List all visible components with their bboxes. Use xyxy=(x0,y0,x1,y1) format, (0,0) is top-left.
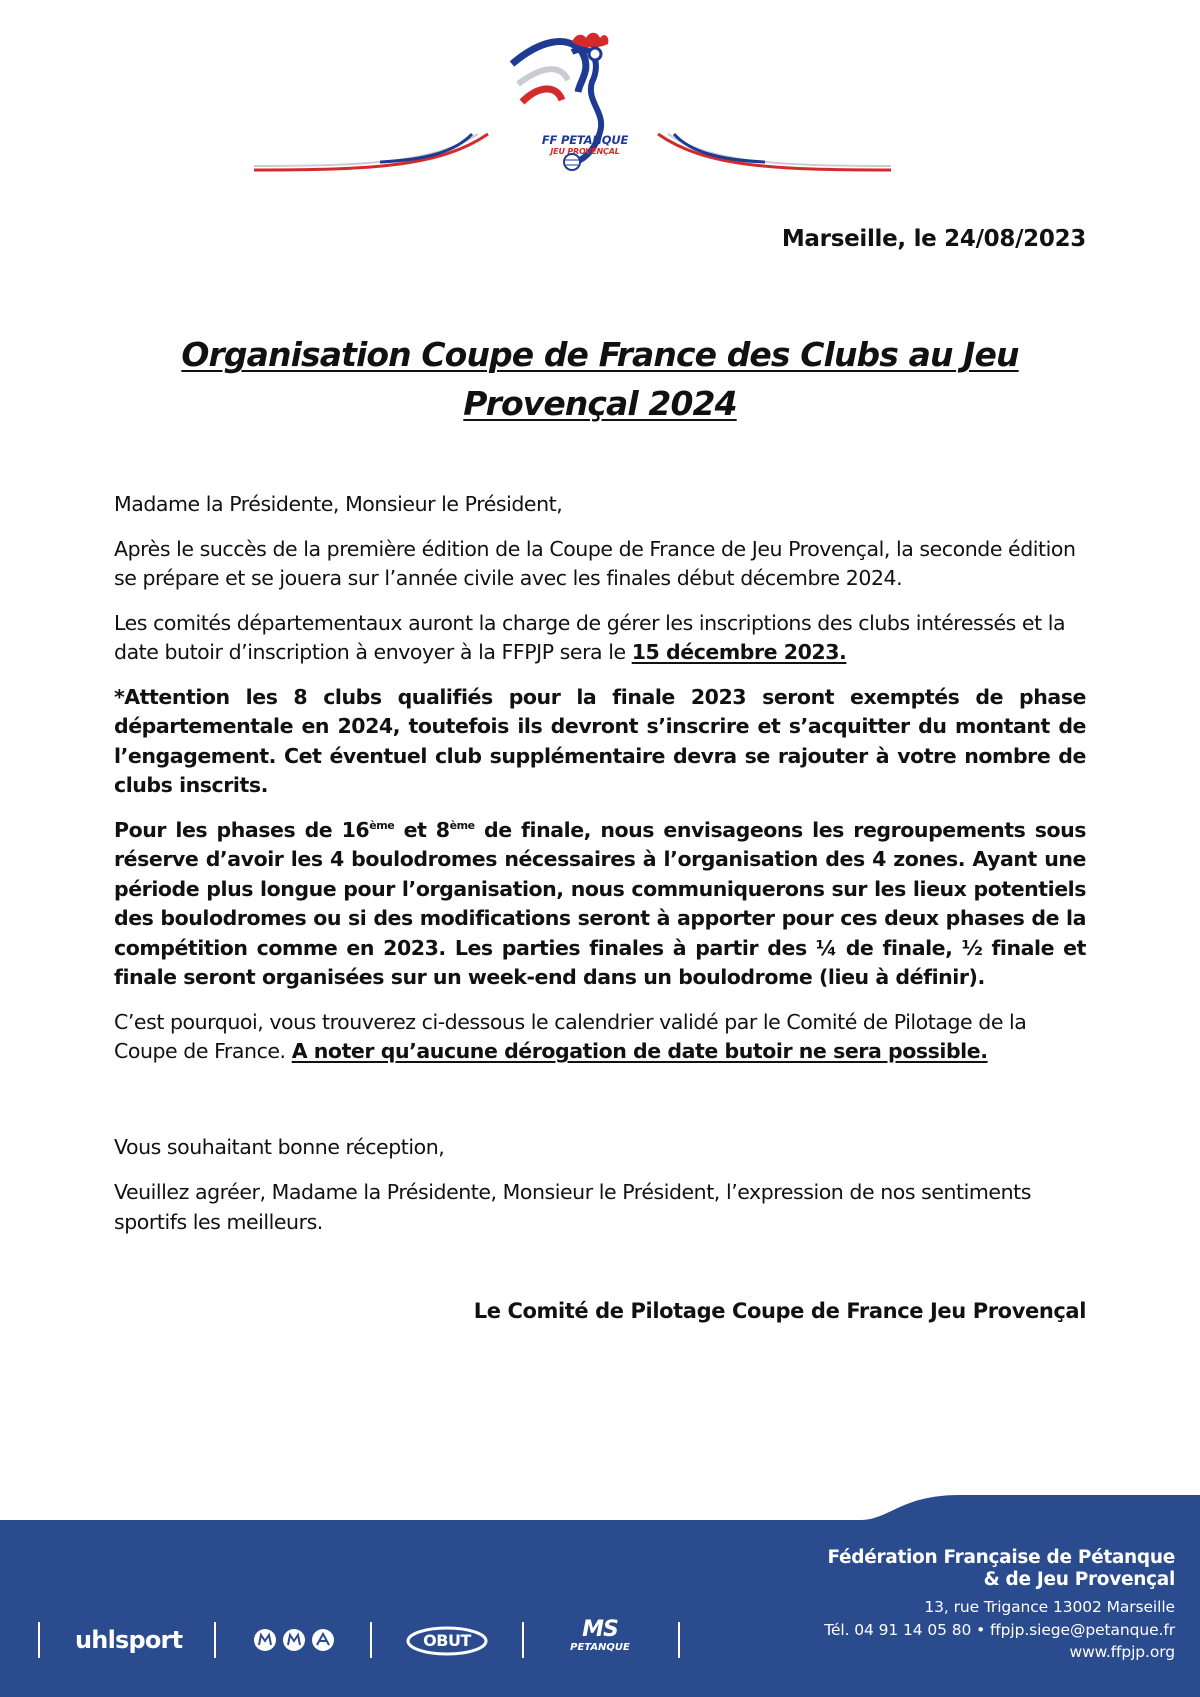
federation-address: 13, rue Trigance 13002 Marseille xyxy=(924,1598,1175,1616)
ms-label: PETANQUE xyxy=(570,1642,630,1653)
calendar-notice: A noter qu’aucune dérogation de date butoir ne sera possible. xyxy=(291,1039,988,1063)
rooster-logo-icon xyxy=(250,22,895,182)
bullet-separator-icon: • xyxy=(976,1620,986,1639)
paragraph-attention: *Attention les 8 clubs qualifiés pour la finale 2023 seront exemptés de phase départementale en 2024, toutefois ils devront s’inscrire et s’acquitter du montant de l’engagement. Cet éventuel club supplémentaire devra se rajouter à votre nombre de clubs inscrits. xyxy=(114,684,1086,797)
letter-date: Marseille, le 24/08/2023 xyxy=(781,226,1086,252)
signature: Le Comité de Pilotage Coupe de France Jeu Provençal xyxy=(473,1299,1086,1323)
sponsor-divider xyxy=(678,1622,680,1658)
sponsor-divider xyxy=(38,1622,40,1658)
ms-logo: MS xyxy=(582,1617,618,1642)
federation-name xyxy=(827,1547,1175,1591)
phases-sup-2: ème xyxy=(449,818,475,832)
sponsor-uhlsport: uhlsport xyxy=(75,1626,183,1654)
sponsor-divider xyxy=(214,1622,216,1658)
sponsor-divider xyxy=(522,1622,524,1658)
federation-website[interactable]: www.ffpjp.org xyxy=(1069,1643,1175,1661)
federation-contact xyxy=(824,1596,1175,1664)
paragraph-phases xyxy=(114,816,1086,993)
federation-name-line2: & de Jeu Provençal xyxy=(983,1569,1175,1590)
federation-phone: Tél. 04 91 14 05 80 xyxy=(824,1620,972,1639)
sponsor-ms-petanque xyxy=(560,1617,640,1653)
phases-text-a: Pour les phases de 16 xyxy=(114,817,370,842)
logo-line-ff-petanque: FF PETANQUE xyxy=(541,133,629,147)
phases-text-b: et 8 xyxy=(394,817,450,842)
obut-label: OBUT xyxy=(423,1631,471,1650)
phases-text-c: de finale, nous envisageons les regroupements sous réserve d’avoir les 4 boulodromes nécessaires à l’organisation des 4 zones. Ayant une période plus longue pour l’organisation, nous communiquerons sur les lieux potentiels des boulodromes ou si des modifications seront à apporter pour ces deux phases de la compétition comme en 2023. Les parties finales à partir des ¼ de finale, ½ finale et finale seront organisées sur un week-end dans un boulodrome (lieu à définir). xyxy=(114,817,1086,989)
federation-name-line1: Fédération Française de Pétanque xyxy=(827,1547,1175,1568)
registrations-text: Les comités départementaux auront la charge de gérer les inscriptions des clubs intéressés et la date butoir d’inscription à envoyer à la FFPJP sera le xyxy=(114,610,1066,664)
letter-body xyxy=(114,490,1086,1082)
paragraph-calendar xyxy=(114,1008,1086,1067)
federation-email[interactable]: ffpjp.siege@petanque.fr xyxy=(989,1620,1175,1639)
federation-phone-email xyxy=(824,1619,1175,1642)
closing-formula: Veuillez agréer, Madame la Présidente, Monsieur le Président, l’expression de nos sentiments sportifs les meilleurs. xyxy=(114,1180,1031,1234)
footer xyxy=(0,1490,1200,1697)
salutation: Madame la Présidente, Monsieur le Président, xyxy=(114,492,563,516)
sponsor-divider xyxy=(370,1622,372,1658)
footer-wave-background xyxy=(0,1490,1200,1697)
sponsor-obut xyxy=(406,1626,488,1660)
ffpjp-logo xyxy=(250,22,895,182)
closing-greeting: Vous souhaitant bonne réception, xyxy=(114,1135,445,1159)
logo-line-jeu-provencal: JEU PROVENÇAL xyxy=(550,146,620,156)
paragraph-intro: Après le succès de la première édition de la Coupe de France de Jeu Provençal, la seconde édition se prépare et se jouera sur l’année civile avec les finales début décembre 2024. xyxy=(114,536,1076,590)
letter-title: Organisation Coupe de France des Clubs au Jeu Provençal 2024 xyxy=(181,335,1019,423)
logo-wordmark xyxy=(515,135,655,156)
phases-sup-1: ème xyxy=(369,818,395,832)
paragraph-registrations xyxy=(114,609,1086,668)
calendar-text: C’est pourquoi, vous trouverez ci-dessous le calendrier validé par le Comité de Pilotage de la Coupe de France. xyxy=(114,1009,1027,1063)
mma-logo-icon xyxy=(252,1627,336,1657)
registration-deadline: 15 décembre 2023. xyxy=(631,640,847,664)
